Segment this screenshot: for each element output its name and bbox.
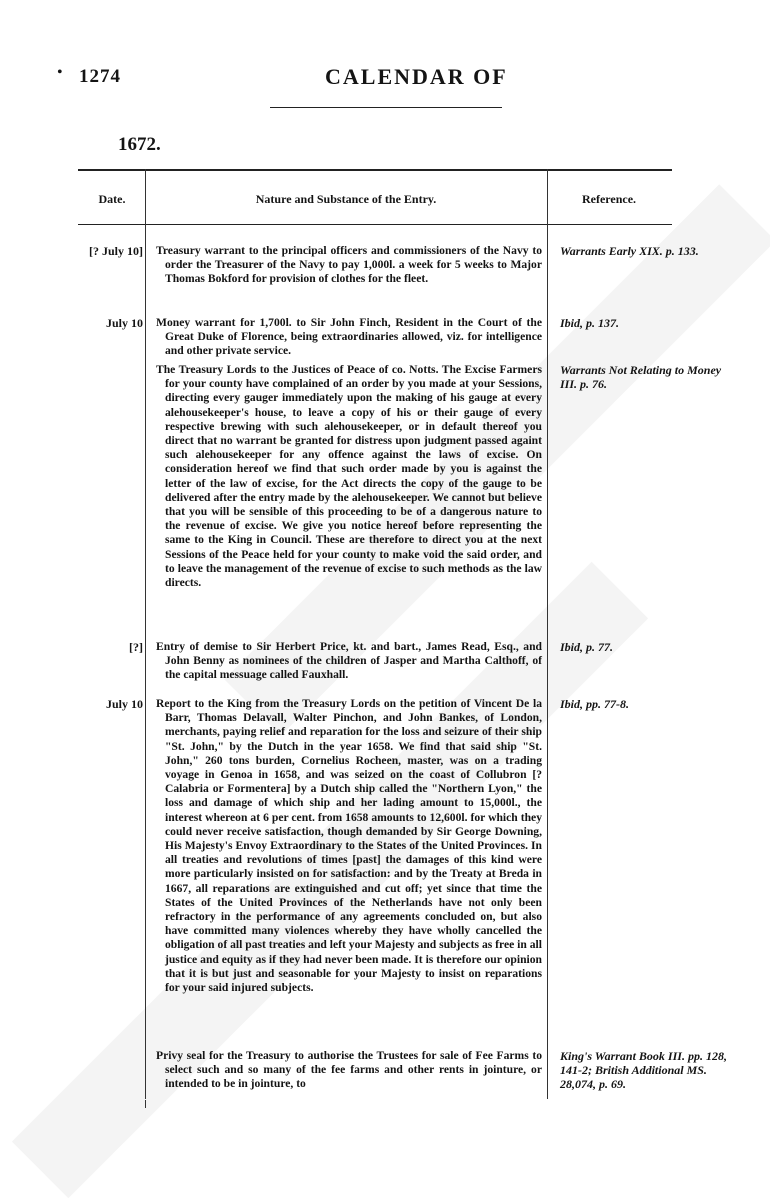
reference-text: King's Warrant Book III. pp. 128, 141-2; British Additional MS. 28,074, p. 69.: [560, 1049, 727, 1091]
reference-text: Warrants Early XIX. p. 133.: [560, 244, 699, 258]
reference-text: Ibid, p. 137.: [560, 316, 620, 330]
entry-text: Entry of demise to Sir Herbert Price, kt. and bart., James Read, Esq., and John Benny as nominees of the children of Jasper and Martha Calthoff, of the capital messuage called Fauxhall.: [156, 640, 542, 682]
column-header-reference: Reference.: [581, 192, 637, 206]
column-header-date: Date.: [98, 192, 126, 206]
year-heading: 1672.: [118, 134, 161, 155]
entry-date: July 10: [105, 316, 143, 330]
column-divider: [145, 169, 146, 1099]
margin-mark: [145, 1100, 146, 1108]
entry-text: Report to the King from the Treasury Lords on the petition of Vincent De la Barr, Thomas Delavall, Walter Pinchon, and John Bankes, of London, merchants, paying relief and reparation for the loss and seizure of their ship "St. John," by the Dutch in the year 1658. We find that said ship "St. John," 260 tons burden, Cornelius Rocheen, master, was on a trading voyage in Genoa in 1658, and was seized on the coast of Collubron [? Calabria or Formentera] by a Dutch ship called the "Northern Lyon," the loss and damage of which ship and her lading amount to 15,000l., the interest whereon at 6 per cent. from 1658 amounts to 12,600l. for which they could never receive satisfaction, though demanded by Sir George Downing, His Majesty's Envoy Extraordinary to the States of the United Provinces. In all treaties and revolutions of times [past] the damages of this kind were more particularly insisted on for satisfaction: and by the Treaty at Breda in 1667, all reparations are extinguished and cut off; yet since that time the States of the United Provinces of the Netherlands have not only been refractory in the performance of any agreements concluded on, but also have committed many violences whereby they have wholly cancelled the obligation of all past treaties and left your Majesty and subjects as free in all justice and equity as if they had never been made. It is therefore our opinion that it is but just and seasonable for your Majesty to insist on reparations for your said injured subjects.: [156, 697, 542, 995]
reference-text: Ibid, p. 77.: [560, 640, 614, 654]
entry-reference: [560, 244, 710, 258]
reference-text: Ibid, pp. 77-8.: [560, 697, 629, 711]
entry-date: [?]: [129, 640, 143, 654]
entry-reference: [560, 697, 740, 711]
page-bullet: •: [57, 64, 63, 81]
page-number: 1274: [79, 66, 121, 87]
entry-text: The Treasury Lords to the Justices of Peace of co. Notts. The Excise Farmers for your county have complained of an order by you made at your Sessions, directing every gauger immediately upon the making of his gauge at every alehousekeeper's house, to leave a copy of his or their gauge of every respective brewing with such alehousekeeper, or in default thereof you direct that no warrant be granted for distress upon judgment passed againt such alehousekeeper for any offence against the laws of excise. On consideration hereof we find that such order made by you is against the letter of the law of excise, for the Act directs the copy of the gauge to be delivered after the entry made by the alehousekeeper. We cannot but believe that you will be sensible of this proceeding to be of a dangerous nature to the revenue of excise. We give you notice hereof before representing the same to the King in Council. These are therefore to direct you at the next Sessions of the Peace held for your county to make void the said order, and to leave the management of the revenue of excise to such methods as the law directs.: [156, 363, 542, 590]
column-header-nature: Nature and Substance of the Entry.: [255, 192, 437, 206]
column-divider: [547, 169, 548, 1099]
entry-reference: [560, 363, 725, 391]
running-title: CALENDAR OF: [325, 64, 508, 89]
title-rule: [270, 107, 502, 108]
entry-text: Treasury warrant to the principal officers and commissioners of the Navy to order the Treasurer of the Navy to pay 1,000l. a week for 5 weeks to Major Thomas Bokford for provision of clothes for the fleet.: [156, 244, 542, 286]
entry-reference: [560, 1049, 730, 1091]
reference-text: Warrants Not Relating to Money III. p. 76.: [560, 363, 722, 391]
table-top-rule: [78, 169, 672, 171]
entry-text: Privy seal for the Treasury to authorise the Trustees for sale of Fee Farms to select such and so many of the fee farms and other rents in jointure, or intended to be in jointure, to: [156, 1049, 542, 1091]
entry-date: July 10: [105, 697, 143, 711]
entry-reference: [560, 316, 740, 330]
table-header-rule: [78, 224, 672, 225]
entry-date: [? July 10]: [89, 244, 143, 258]
entry-text: Money warrant for 1,700l. to Sir John Finch, Resident in the Court of the Great Duke of Florence, being extraordinaries allowed, viz. for intelligence and other private service.: [156, 316, 542, 358]
entry-reference: [560, 640, 740, 654]
